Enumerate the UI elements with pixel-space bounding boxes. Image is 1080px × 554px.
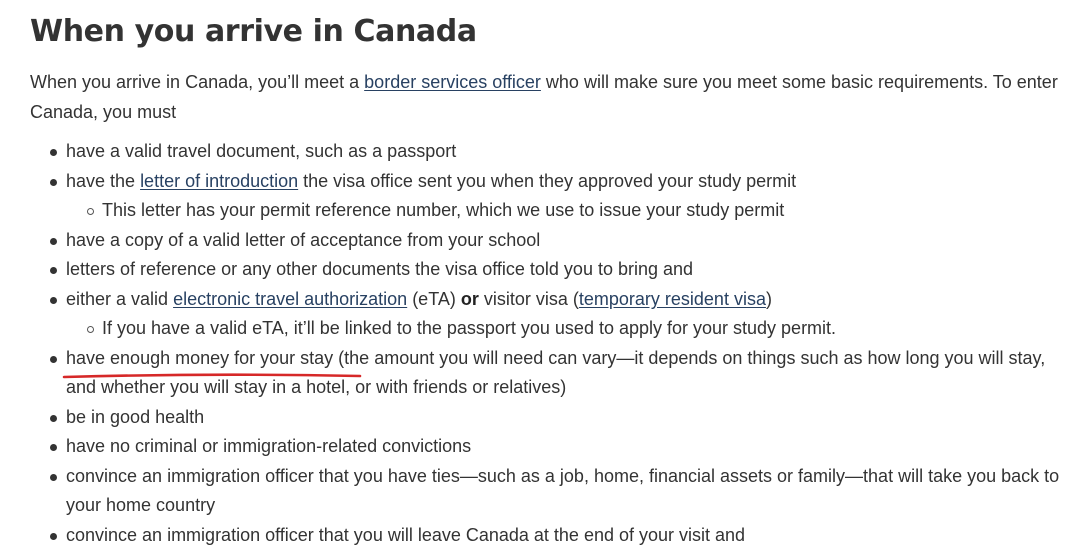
list-item-text: have a copy of a valid letter of acceptance from your school — [66, 229, 541, 250]
bullet-icon — [50, 356, 57, 363]
requirements-list — [30, 137, 1070, 550]
list-item-text: convince an immigration officer that you have ties—such as a job, home, financial assets or family—that will take you back to your home country — [66, 465, 1060, 515]
bullet-icon — [50, 415, 57, 422]
intro-paragraph — [30, 68, 1060, 127]
list-item — [30, 137, 1070, 167]
bullet-icon — [50, 297, 57, 304]
hollow-bullet-icon — [87, 208, 94, 215]
page-title: When you arrive in Canada — [30, 14, 477, 49]
list-item-text: convince an immigration officer that you will leave Canada at the end of your visit and — [66, 524, 746, 545]
list-item — [30, 285, 1070, 315]
list-item — [30, 432, 1070, 462]
intro-text-before: When you arrive in Canada, you’ll meet a — [30, 72, 365, 92]
intro-text-after: who will make sure you meet some basic requirements. To enter Canada, you must — [30, 72, 1058, 122]
bullet-icon — [50, 238, 57, 245]
temporary-resident-visa-link[interactable]: temporary resident visa — [578, 288, 766, 309]
list-item-text: ) — [765, 288, 772, 309]
bullet-icon — [50, 533, 57, 540]
list-item-text: visitor visa ( — [478, 288, 579, 309]
bullet-icon — [50, 267, 57, 274]
highlighted-requirement-text: have enough money for your stay — [66, 347, 334, 368]
list-item-text: have no criminal or immigration-related convictions — [66, 436, 472, 456]
list-item — [30, 226, 1070, 256]
list-item — [30, 462, 1070, 521]
sub-list-item-text: If you have a valid eTA, it’ll be linked to the passport you used to apply for your study permit. — [102, 318, 837, 338]
list-item-text: (eTA) — [407, 288, 461, 309]
hollow-bullet-icon — [87, 326, 94, 333]
sub-list-item — [30, 196, 1070, 226]
bullet-icon — [50, 179, 57, 186]
sub-list-item-text: This letter has your permit reference number, which we use to issue your study permit — [102, 200, 785, 220]
list-item — [30, 167, 1070, 197]
bullet-icon — [50, 149, 57, 156]
bullet-icon — [50, 474, 57, 481]
border-services-officer-link[interactable]: border services officer — [364, 72, 541, 92]
or-emphasis: or — [460, 288, 479, 309]
electronic-travel-authorization-link[interactable]: electronic travel authorization — [173, 288, 408, 309]
list-item — [30, 403, 1070, 433]
list-item-text: the visa office sent you when they approved your study permit — [298, 170, 797, 191]
list-item-text: be in good health — [66, 406, 205, 427]
list-item — [30, 521, 1070, 551]
list-item-text: letters of reference or any other documents the visa office told you to bring and — [66, 259, 694, 279]
letter-of-introduction-link[interactable]: letter of introduction — [140, 170, 299, 191]
list-item — [30, 344, 1070, 403]
list-item-text: have a valid travel document, such as a passport — [66, 141, 457, 161]
list-item-text: (the amount you will need can vary—it depends on things such as how long you will stay, and whether you will stay in a hotel, or with friends or relatives) — [66, 347, 1046, 397]
list-item-text: either a valid — [66, 288, 174, 309]
list-item-text: have the — [66, 170, 141, 191]
sub-list-item — [30, 314, 1070, 344]
list-item — [30, 255, 1070, 285]
bullet-icon — [50, 444, 57, 451]
